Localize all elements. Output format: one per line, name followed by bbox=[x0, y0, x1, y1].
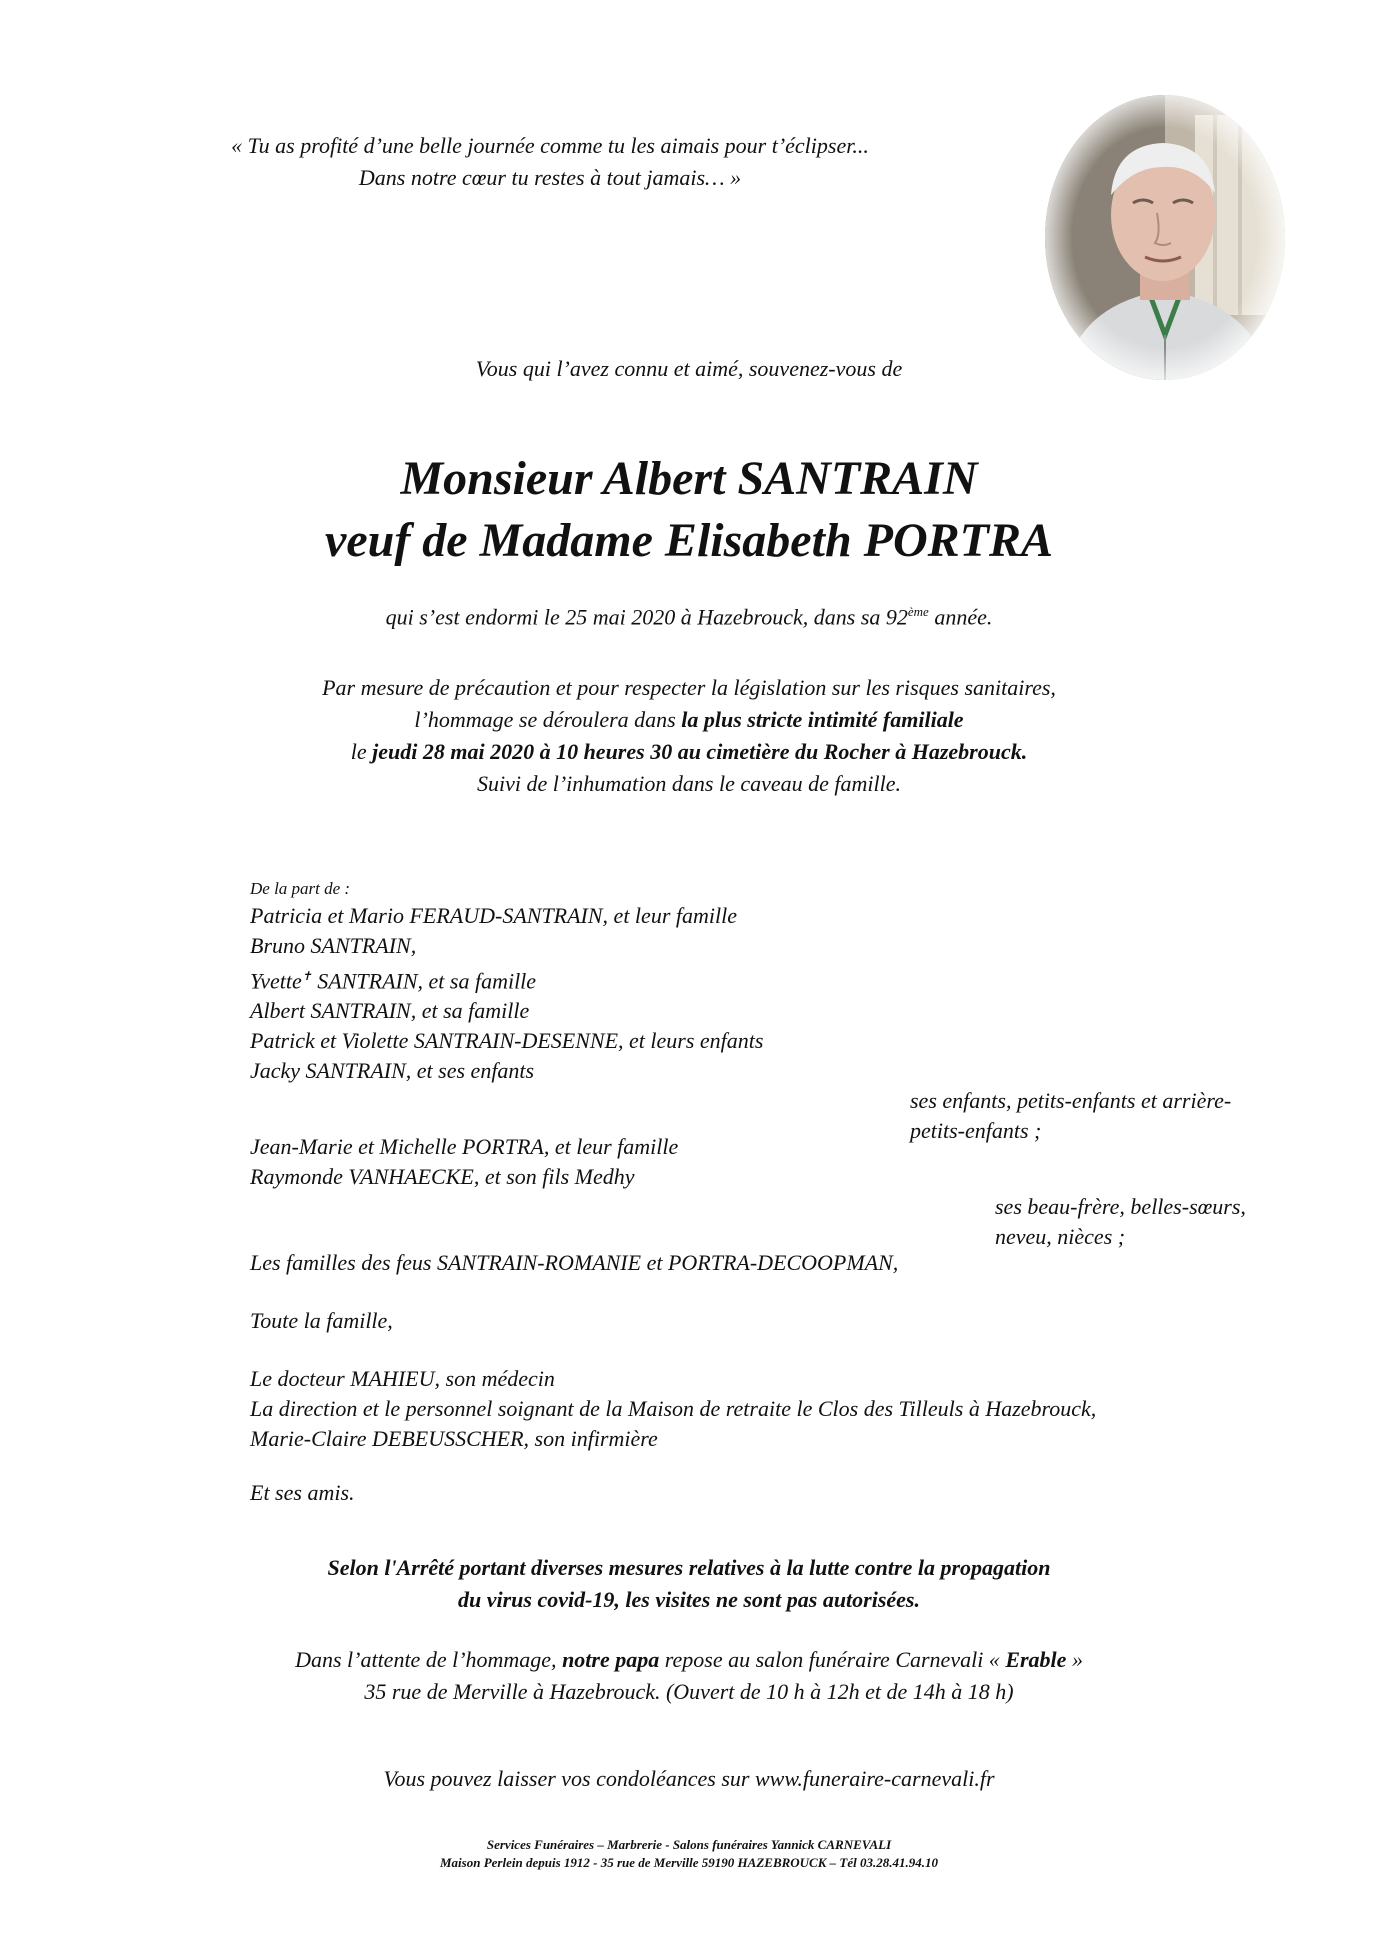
family-member: Jean-Marie et Michelle PORTRA, et leur famille bbox=[250, 1134, 679, 1159]
epitaph-quote bbox=[150, 130, 950, 194]
relation-row bbox=[250, 1086, 1250, 1144]
intro-line: Vous qui l’avez connu et aimé, souvenez-vous de bbox=[475, 356, 903, 381]
death-ordinal-suffix: ème bbox=[907, 604, 929, 619]
relation-in-laws: ses beau-frère, belles-sœurs, neveu, nièces ; bbox=[995, 1194, 1246, 1249]
ceremony-line-1: Par mesure de précaution et pour respecter la législation sur les risques sanitaires, bbox=[322, 675, 1056, 700]
relation-row bbox=[250, 1192, 1250, 1249]
resting-line-1 bbox=[0, 1644, 1378, 1676]
death-text: qui s’est endormi le 25 mai 2020 à Hazebrouck, dans sa 92 bbox=[385, 604, 908, 630]
deceased-name: Monsieur Albert SANTRAIN bbox=[400, 452, 978, 505]
resting-text-a: Dans l’attente de l’hommage, bbox=[295, 1647, 563, 1672]
notice-line-1: Selon l'Arrêté portant diverses mesures relatives à la lutte contre la propagation bbox=[327, 1555, 1051, 1580]
family-member-name: Yvette bbox=[250, 968, 302, 994]
death-text-end: année. bbox=[928, 604, 993, 630]
footer-line-2: Maison Perlein depuis 1912 - 35 rue de Merville 59190 HAZEBROUCK – Tél 03.28.41.94.10 bbox=[440, 1855, 938, 1870]
portrait-photo bbox=[1045, 95, 1285, 380]
ceremony-line-3-text: le bbox=[350, 739, 373, 764]
family-member: Albert SANTRAIN, et sa famille bbox=[250, 998, 530, 1024]
portrait-illustration bbox=[1045, 95, 1285, 380]
family-list-2 bbox=[250, 1132, 1250, 1249]
ceremony-line-2-text: l’hommage se déroulera dans bbox=[414, 707, 682, 732]
family-member: Le docteur MAHIEU, son médecin bbox=[250, 1366, 555, 1391]
family-list-3 bbox=[250, 1364, 1250, 1454]
family-member: La direction et le personnel soignant de la Maison de retraite le Clos des Tilleuls à Hazebrouck, bbox=[250, 1396, 1097, 1421]
footer-line-1: Services Funéraires – Marbrerie - Salons funéraires Yannick CARNEVALI bbox=[486, 1837, 892, 1852]
resting-text-papa: notre papa bbox=[562, 1647, 660, 1672]
visits-notice bbox=[0, 1552, 1378, 1616]
ceremony-date-place: jeudi 28 mai 2020 à 10 heures 30 au cimetière du Rocher à Hazebrouck bbox=[372, 739, 1022, 764]
footer bbox=[0, 1836, 1378, 1872]
salon-name: Erable bbox=[1005, 1647, 1067, 1672]
notice-line-2: du virus covid-19, les visites ne sont pas autorisées. bbox=[457, 1587, 920, 1612]
families-line: Les familles des feus SANTRAIN-ROMANIE et PORTRA-DECOOPMAN, bbox=[250, 1250, 899, 1275]
relation-children: ses enfants, petits-enfants et arrière-petits-enfants ; bbox=[910, 1088, 1232, 1144]
resting-text-e: » bbox=[1066, 1647, 1083, 1672]
ceremony-line-3 bbox=[0, 736, 1378, 768]
family-member: Jacky SANTRAIN, et ses enfants bbox=[250, 1058, 535, 1084]
ceremony-line-2 bbox=[0, 704, 1378, 736]
ceremony-intimacy: la plus stricte intimité familiale bbox=[681, 707, 964, 732]
friends-line: Et ses amis. bbox=[250, 1480, 355, 1505]
spouse-name: veuf de Madame Elisabeth PORTRA bbox=[325, 514, 1053, 567]
quote-line-2: Dans notre cœur tu restes à tout jamais… » bbox=[358, 165, 742, 190]
family-list bbox=[250, 877, 1250, 1144]
ceremony-details bbox=[0, 672, 1378, 800]
death-statement bbox=[0, 604, 1378, 630]
family-member-rest: SANTRAIN, et sa famille bbox=[311, 968, 537, 994]
resting-line-2: 35 rue de Merville à Hazebrouck. (Ouvert de 10 h à 12h et de 14h à 18 h) bbox=[364, 1679, 1014, 1704]
resting-place bbox=[0, 1644, 1378, 1708]
family-member: Raymonde VANHAECKE, et son fils Medhy bbox=[250, 1164, 635, 1189]
family-member: Patricia et Mario FERAUD-SANTRAIN, et leur famille bbox=[250, 903, 737, 928]
family-member: Bruno SANTRAIN, bbox=[250, 933, 417, 958]
quote-line-1: « Tu as profité d’une belle journée comme tu les aimais pour t’éclipser... bbox=[231, 133, 869, 158]
resting-text-c: repose au salon funéraire Carnevali « bbox=[659, 1647, 1006, 1672]
family-member: Marie-Claire DEBEUSSCHER, son infirmière bbox=[250, 1426, 658, 1451]
family-member bbox=[250, 961, 1250, 996]
ceremony-line-4: Suivi de l’inhumation dans le caveau de famille. bbox=[476, 771, 901, 796]
ceremony-line-3-end: . bbox=[1021, 739, 1028, 764]
family-member: Patrick et Violette SANTRAIN-DESENNE, et leurs enfants bbox=[250, 1028, 764, 1054]
cross-icon: ✝ bbox=[301, 969, 312, 983]
from-label: De la part de : bbox=[250, 879, 351, 898]
condolences-line: Vous pouvez laisser vos condoléances sur www.funeraire-carnevali.fr bbox=[383, 1766, 995, 1791]
deceased-name-block bbox=[0, 448, 1378, 572]
all-family-line: Toute la famille, bbox=[250, 1308, 393, 1333]
